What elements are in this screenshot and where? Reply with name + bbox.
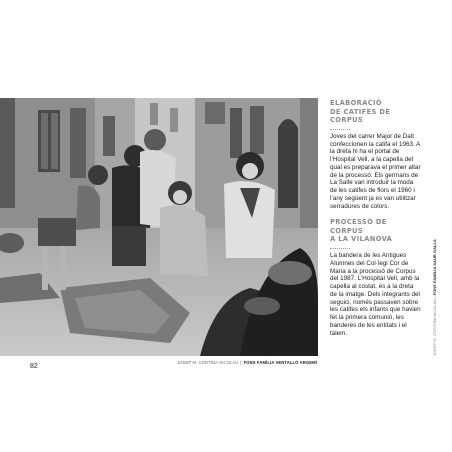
section-heading-1 bbox=[330, 99, 422, 125]
heading-line: ELABORACIÓ bbox=[330, 98, 382, 107]
dotted-rule bbox=[330, 248, 350, 249]
street-photo bbox=[0, 98, 318, 356]
side-photo-credit: JOSEP M. CORTINA NICOLAU | FONS FAMÍLIA SAUR GALLA bbox=[432, 239, 437, 356]
photo-image bbox=[0, 98, 318, 356]
side-credit-author: JOSEP M. CORTINA NICOLAU bbox=[432, 298, 437, 356]
heading-line: PROCESSÓ DE CORPUS bbox=[330, 217, 387, 235]
heading-line: A LA VILANOVA bbox=[330, 234, 393, 244]
photo-credit-author: JOSEP M. CORTINA NICOLAU bbox=[177, 360, 239, 365]
photo-credit bbox=[0, 360, 317, 365]
credit-separator: | bbox=[240, 360, 242, 365]
side-credit-source: FONS FAMÍLIA SAUR GALLA bbox=[432, 239, 437, 296]
section-body-2: La bandera de les Antigues Alumnes del Col·legi Cor de Maria a la processó de Corpus del 1987. L’Hospital Vell, amb la capella al costat, és a la dreta de la imatge. Dels integrants del seguici, només passaven sobre les catifes els infants que havien fet la primera comunió, les banderes de les entitats i el tàlem. bbox=[330, 252, 421, 337]
heading-line: DE CATIFES DE CORPUS bbox=[330, 106, 391, 125]
photo-credit-source: FONS FAMÍLIA VENTALLÓ ARGEMÍ bbox=[243, 360, 317, 365]
dotted-rule bbox=[330, 129, 350, 130]
page-number: 82 bbox=[30, 363, 38, 370]
section-body-1: Joves del carrer Major de Dalt confeccionen la catifa el 1963. A la dreta hi ha el portal de l’Hospital Vell, a la capella del qual es preparava el primer altar de la processó. Els germans de La Salle van introduir la moda de les catifes de flors el 1960 i l’any següent ja es van utilitzar serradures de colors. bbox=[330, 132, 421, 210]
text-column bbox=[330, 99, 422, 345]
section-heading-2 bbox=[330, 218, 422, 244]
